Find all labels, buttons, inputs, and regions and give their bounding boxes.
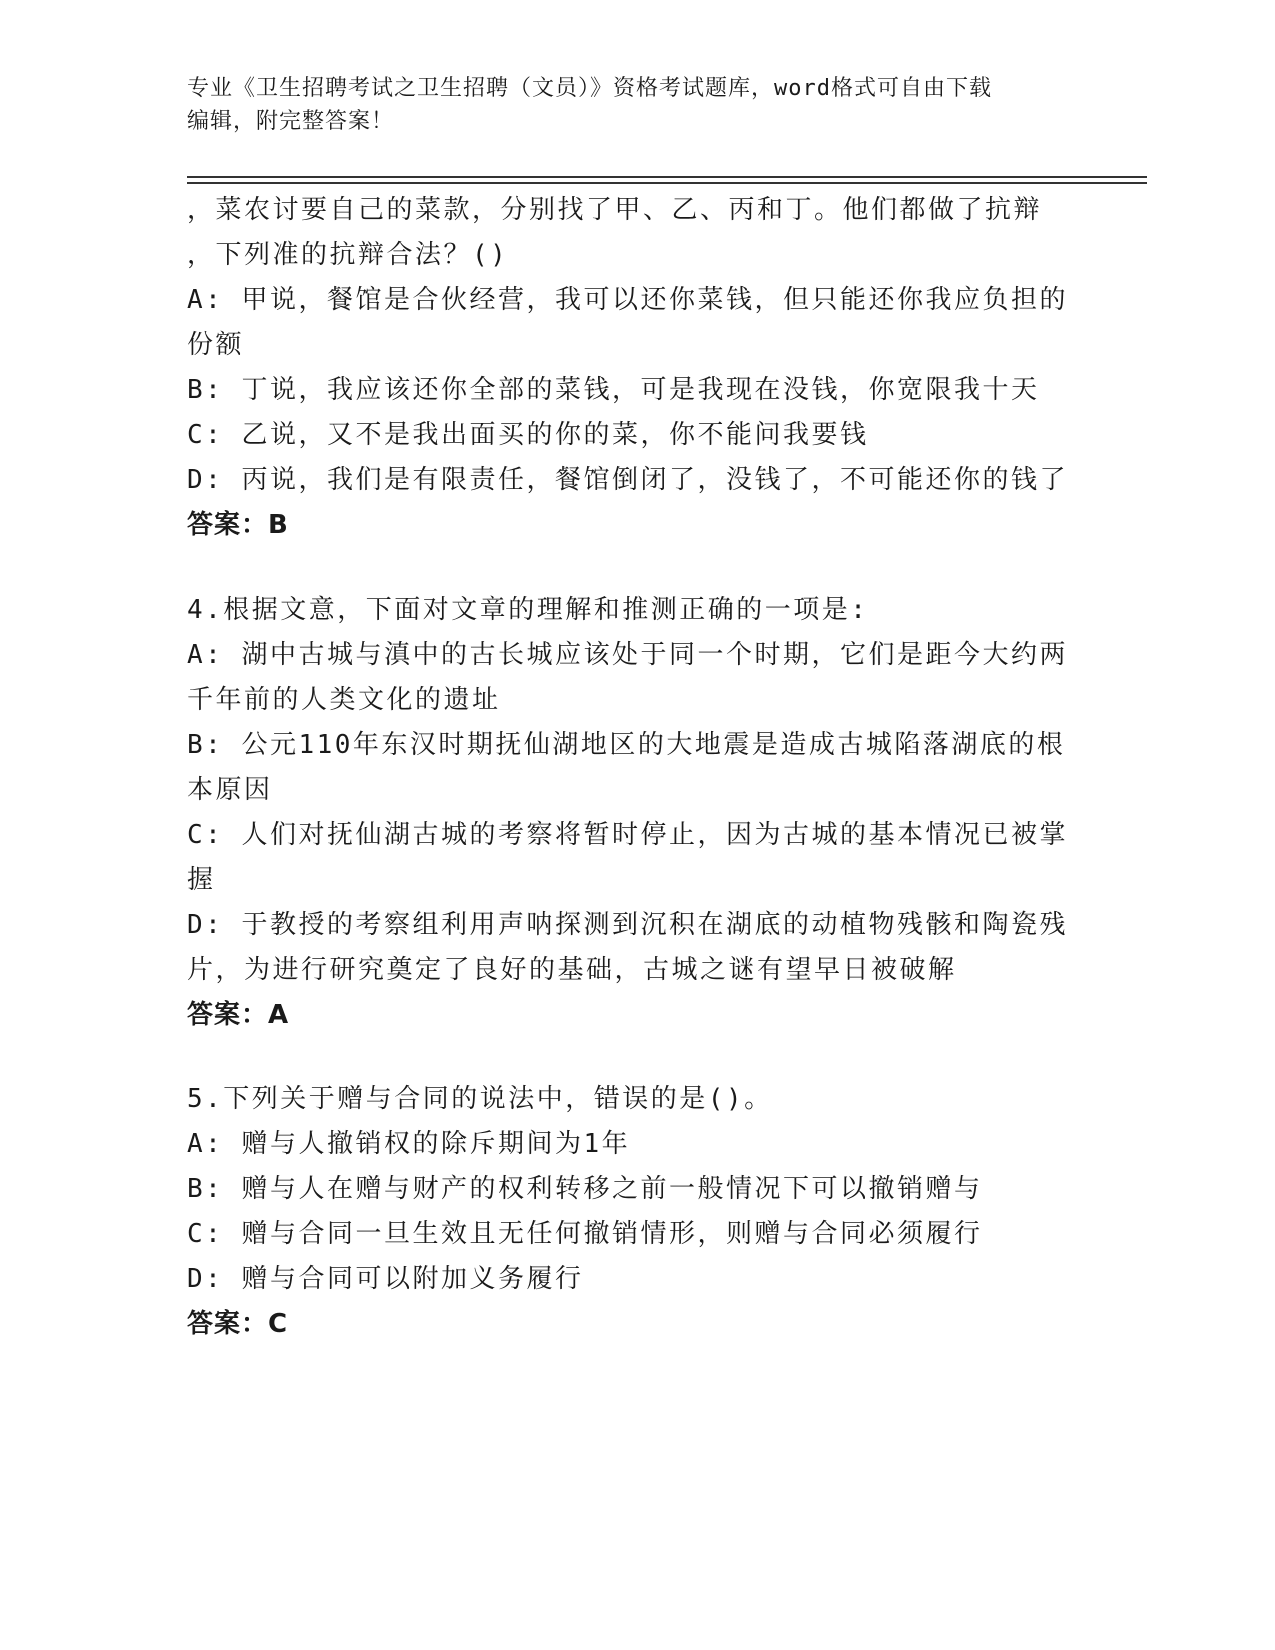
spacer [187,548,1067,588]
question-stem: ，下列准的抗辩合法？() [187,240,509,270]
option-a: A: 湖中古城与滇中的古长城应该处于同一个时期，它们是距今大约两 [187,640,1068,670]
option-a: A: 赠与人撤销权的除斥期间为1年 [187,1129,631,1159]
header-divider-top [187,176,1147,178]
question-4 [187,588,1067,1038]
answer-label: 答案：A [187,1000,290,1030]
question-stem: ，菜农讨要自己的菜款，分别找了甲、乙、丙和丁。他们都做了抗辩 [187,195,1043,225]
option-a-continued: 份额 [187,330,245,360]
option-a: A: 甲说，餐馆是合伙经营，我可以还你菜钱，但只能还你我应负担的 [187,285,1068,315]
option-b: B: 赠与人在赠与财产的权利转移之前一般情况下可以撤销赠与 [187,1174,983,1204]
option-d: D: 赠与合同可以附加义务履行 [187,1264,584,1294]
option-c: C: 赠与合同一旦生效且无任何撤销情形，则赠与合同必须履行 [187,1219,983,1249]
answer-label: 答案：C [187,1309,289,1339]
question-3 [187,188,1067,548]
option-d-continued: 片，为进行研究奠定了良好的基础，古城之谜有望早日被破解 [187,955,957,985]
option-d: D: 于教授的考察组利用声呐探测到沉积在湖底的动植物残骸和陶瓷残 [187,910,1068,940]
header-line-1: 专业《卫生招聘考试之卫生招聘（文员）》资格考试题库，word格式可自由下载 [187,76,992,101]
option-c-continued: 握 [187,865,216,895]
spacer [187,1038,1067,1077]
option-b-continued: 本原因 [187,775,273,805]
option-b: B: 丁说，我应该还你全部的菜钱，可是我现在没钱，你宽限我十天 [187,375,1040,405]
option-c: C: 乙说，又不是我出面买的你的菜，你不能问我要钱 [187,420,869,450]
option-a-continued: 千年前的人类文化的遗址 [187,685,501,715]
document-header [187,72,1087,138]
option-c: C: 人们对抚仙湖古城的考察将暂时停止，因为古城的基本情况已被掌 [187,820,1068,850]
header-line-2: 编辑，附完整答案！ [187,109,395,134]
question-stem: 4.根据文意，下面对文章的理解和推测正确的一项是: [187,595,869,625]
answer-label: 答案：B [187,510,289,540]
question-5 [187,1077,1067,1347]
question-stem: 5.下列关于赠与合同的说法中，错误的是()。 [187,1084,773,1114]
question-list [187,188,1067,1347]
option-b: B: 公元110年东汉时期抚仙湖地区的大地震是造成古城陷落湖底的根 [187,730,1066,760]
option-d: D: 丙说，我们是有限责任，餐馆倒闭了，没钱了，不可能还你的钱了 [187,465,1068,495]
header-divider-bottom [187,182,1147,184]
